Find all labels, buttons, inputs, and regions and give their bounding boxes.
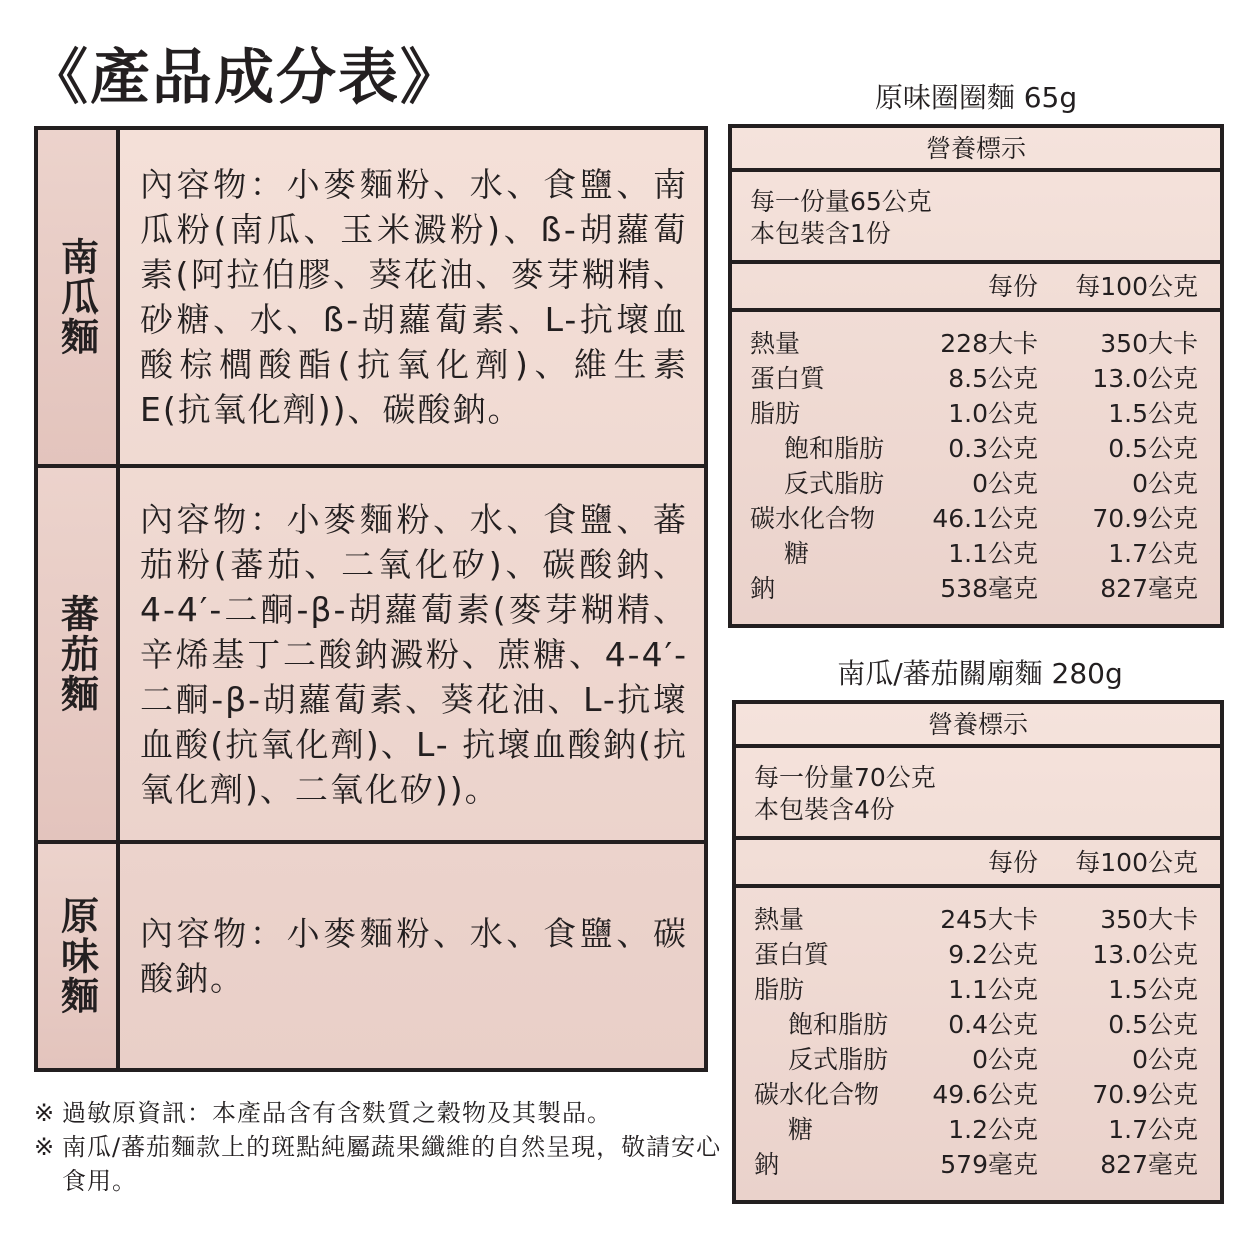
per-serving-value: 538毫克 bbox=[940, 574, 1038, 603]
serving-info bbox=[732, 172, 1220, 264]
per-100g-value: 0.5公克 bbox=[1108, 434, 1198, 463]
serving-info bbox=[736, 748, 1220, 840]
ingredient-row-original bbox=[38, 844, 704, 1068]
per-100g-value: 827毫克 bbox=[1100, 1150, 1198, 1179]
nutrient-label: 碳水化合物 bbox=[754, 1080, 880, 1109]
ingredient-name: 蕃茄麵 bbox=[54, 594, 99, 714]
nutrient-row bbox=[732, 396, 1220, 431]
nutrition-panel-pumpkin-tomato bbox=[732, 700, 1224, 1204]
column-headers bbox=[732, 264, 1220, 312]
per-100g-value: 350大卡 bbox=[1100, 905, 1198, 934]
column-headers bbox=[736, 840, 1220, 888]
per-serving-value: 49.6公克 bbox=[932, 1080, 1038, 1109]
nutrient-row bbox=[736, 1112, 1220, 1147]
ingredient-name: 南瓜麵 bbox=[54, 237, 99, 357]
per-100g-value: 70.9公克 bbox=[1092, 1080, 1198, 1109]
nutrient-row bbox=[736, 1007, 1220, 1042]
per-100g-value: 1.7公克 bbox=[1108, 539, 1198, 568]
note-text: 過敏原資訊：本產品含有含麩質之穀物及其製品。 bbox=[62, 1099, 612, 1127]
ingredient-name-cell bbox=[38, 844, 120, 1068]
serving-size: 每一份量65公克 bbox=[750, 187, 932, 216]
nutrient-label: 脂肪 bbox=[754, 975, 805, 1004]
nutrient-label: 鈉 bbox=[750, 574, 776, 603]
per-100g-value: 1.5公克 bbox=[1108, 975, 1198, 1004]
nutrient-row bbox=[732, 501, 1220, 536]
nutrient-label: 蛋白質 bbox=[754, 940, 830, 969]
nutrient-row bbox=[732, 571, 1220, 606]
nutrient-row bbox=[732, 466, 1220, 501]
nutrient-label: 脂肪 bbox=[750, 399, 801, 428]
per-serving-value: 46.1公克 bbox=[932, 504, 1038, 533]
per-serving-value: 579毫克 bbox=[940, 1150, 1038, 1179]
per-100g-value: 13.0公克 bbox=[1092, 364, 1198, 393]
nutrient-rows bbox=[736, 888, 1220, 1182]
ingredient-name: 原味麵 bbox=[54, 896, 99, 1016]
ingredient-text-cell bbox=[120, 844, 704, 1068]
col-per-serving: 每份 bbox=[987, 848, 1038, 877]
nutrition-caption: 南瓜/蕃茄關廟麵 280g bbox=[837, 657, 1123, 690]
ingredient-text: 內容物：小麥麵粉、水、食鹽、碳酸鈉。 bbox=[140, 914, 688, 998]
nutrient-row bbox=[736, 1077, 1220, 1112]
ingredient-name-cell bbox=[38, 130, 120, 464]
nutrient-row bbox=[736, 902, 1220, 937]
nutrient-label: 蛋白質 bbox=[750, 364, 826, 393]
nutrient-label: 熱量 bbox=[750, 329, 801, 358]
nutrient-label: 碳水化合物 bbox=[750, 504, 876, 533]
ingredient-text: 內容物：小麥麵粉、水、食鹽、蕃茄粉(蕃茄、二氧化矽)、碳酸鈉、4-4′-二酮-β-胡蘿蔔素(麥芽糊精、辛烯基丁二酸鈉澱粉、蔗糖、4-4′-二酮-β-胡蘿蔔素、葵花油、L-抗壞血酸(抗氧化劑)、L- 抗壞血酸鈉(抗氧化劑)、二氧化矽))。 bbox=[140, 499, 688, 809]
nutrition-header: 營養標示 bbox=[732, 128, 1220, 172]
ingredient-text-cell bbox=[120, 468, 704, 840]
per-100g-value: 0公克 bbox=[1132, 469, 1198, 498]
per-100g-value: 0.5公克 bbox=[1108, 1010, 1198, 1039]
ingredient-text: 內容物：小麥麵粉、水、食鹽、南瓜粉(南瓜、玉米澱粉)、ß-胡蘿蔔素(阿拉伯膠、葵花油、麥芽糊精、砂糖、水、ß-胡蘿蔔素、L-抗壞血酸棕櫚酸酯(抗氧化劑)、維生素E(抗氧化劑))、碳酸鈉。 bbox=[140, 165, 688, 429]
nutrition-caption: 原味圈圈麵 65g bbox=[874, 81, 1078, 114]
col-per-100g: 每100公克 bbox=[1075, 848, 1198, 877]
nutrient-row bbox=[736, 1147, 1220, 1182]
page-title: 《產品成分表》 bbox=[28, 43, 462, 113]
col-per-serving: 每份 bbox=[987, 272, 1038, 301]
nutrient-label: 飽和脂肪 bbox=[788, 1010, 889, 1039]
per-serving-value: 9.2公克 bbox=[948, 940, 1038, 969]
ingredient-row-pumpkin bbox=[38, 130, 704, 468]
per-serving-value: 245大卡 bbox=[940, 905, 1038, 934]
allergen-notes bbox=[34, 1096, 724, 1198]
nutrient-row bbox=[736, 937, 1220, 972]
nutrient-label: 糖 bbox=[788, 1115, 814, 1144]
per-100g-value: 70.9公克 bbox=[1092, 504, 1198, 533]
per-serving-value: 0.4公克 bbox=[948, 1010, 1038, 1039]
per-100g-value: 1.7公克 bbox=[1108, 1115, 1198, 1144]
ingredient-row-tomato bbox=[38, 468, 704, 844]
nutrient-label: 熱量 bbox=[754, 905, 805, 934]
per-serving-value: 1.2公克 bbox=[948, 1115, 1038, 1144]
nutrient-row bbox=[732, 326, 1220, 361]
per-100g-value: 1.5公克 bbox=[1108, 399, 1198, 428]
serving-size: 每一份量70公克 bbox=[754, 763, 936, 792]
per-serving-value: 1.1公克 bbox=[948, 539, 1038, 568]
note-item bbox=[34, 1130, 724, 1198]
nutrient-label: 糖 bbox=[784, 539, 810, 568]
nutrient-label: 飽和脂肪 bbox=[784, 434, 885, 463]
nutrient-label: 鈉 bbox=[754, 1150, 780, 1179]
nutrient-label: 反式脂肪 bbox=[784, 469, 885, 498]
servings-per-package: 本包裝含1份 bbox=[750, 219, 891, 248]
nutrient-row bbox=[736, 1042, 1220, 1077]
nutrient-row bbox=[732, 361, 1220, 396]
note-mark: ※ bbox=[34, 1099, 56, 1127]
nutrient-rows bbox=[732, 312, 1220, 606]
nutrition-panel-original bbox=[728, 124, 1224, 628]
per-100g-value: 0公克 bbox=[1132, 1045, 1198, 1074]
nutrient-label: 反式脂肪 bbox=[788, 1045, 889, 1074]
per-serving-value: 0公克 bbox=[972, 1045, 1038, 1074]
per-serving-value: 228大卡 bbox=[940, 329, 1038, 358]
note-item bbox=[34, 1096, 724, 1130]
ingredient-text-cell bbox=[120, 130, 704, 464]
per-serving-value: 0.3公克 bbox=[948, 434, 1038, 463]
per-100g-value: 350大卡 bbox=[1100, 329, 1198, 358]
nutrient-row bbox=[732, 536, 1220, 571]
ingredient-table bbox=[34, 126, 708, 1072]
nutrition-header: 營養標示 bbox=[736, 704, 1220, 748]
col-per-100g: 每100公克 bbox=[1075, 272, 1198, 301]
per-100g-value: 827毫克 bbox=[1100, 574, 1198, 603]
per-serving-value: 8.5公克 bbox=[948, 364, 1038, 393]
ingredient-name-cell bbox=[38, 468, 120, 840]
per-100g-value: 13.0公克 bbox=[1092, 940, 1198, 969]
servings-per-package: 本包裝含4份 bbox=[754, 795, 895, 824]
per-serving-value: 0公克 bbox=[972, 469, 1038, 498]
nutrient-row bbox=[732, 431, 1220, 466]
note-mark: ※ bbox=[34, 1133, 56, 1161]
per-serving-value: 1.0公克 bbox=[948, 399, 1038, 428]
note-text: 南瓜/蕃茄麵款上的斑點純屬蔬果纖維的自然呈現，敬請安心食用。 bbox=[62, 1133, 722, 1195]
per-serving-value: 1.1公克 bbox=[948, 975, 1038, 1004]
nutrient-row bbox=[736, 972, 1220, 1007]
